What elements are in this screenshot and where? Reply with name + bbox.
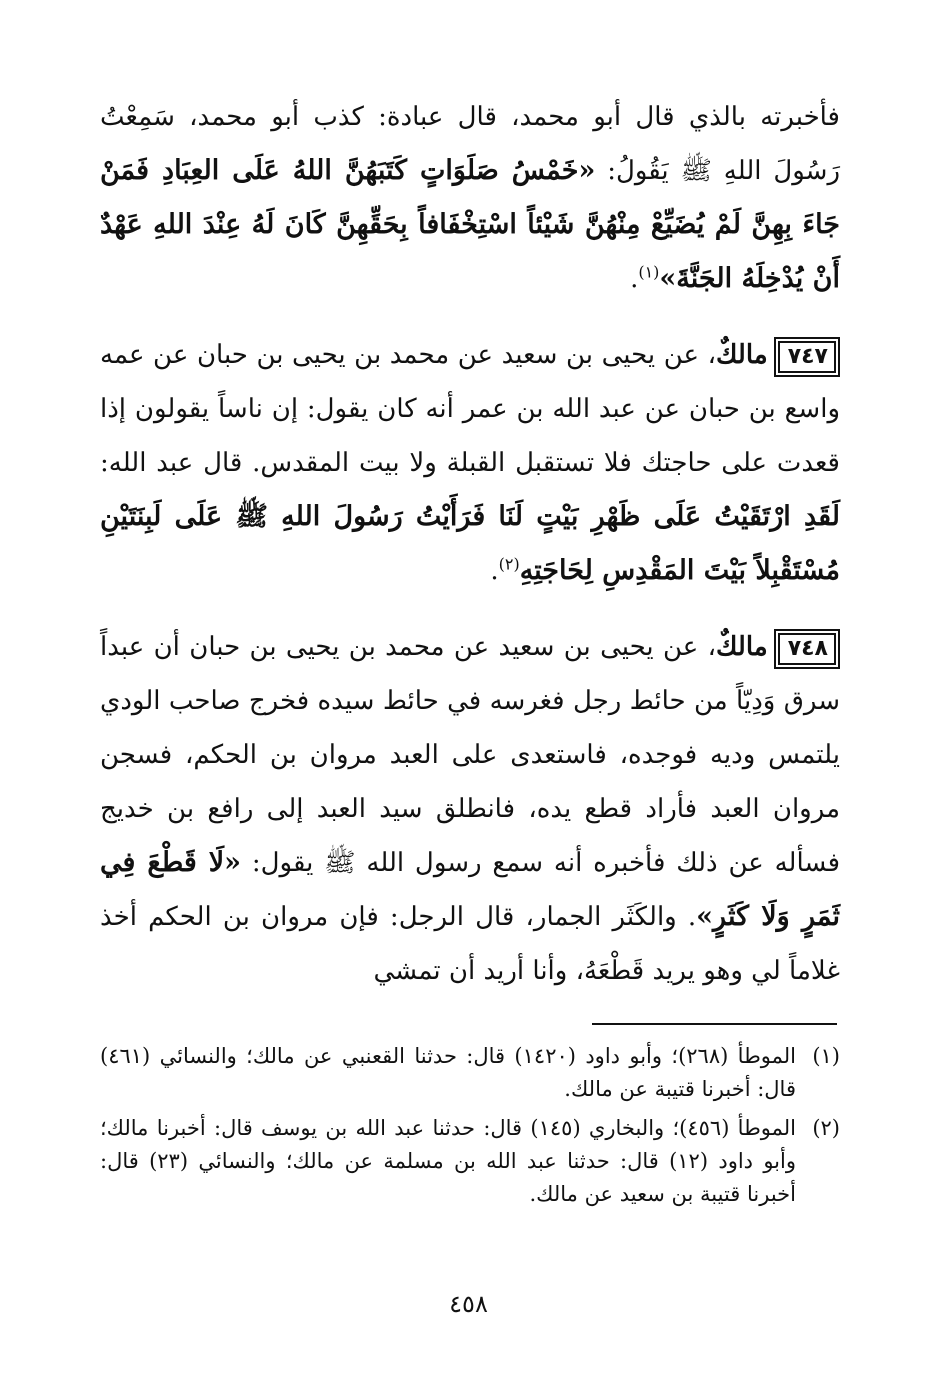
footnote-number: (٢) — [812, 1116, 840, 1140]
passage-intro-text: فأخبرته بالذي قال أبو محمد، قال عبادة: كذب أبو محمد، سَمِعْتُ رَسُولَ اللهِ ﷺ يَقُولُ: — [100, 102, 840, 186]
hadith-number-box — [778, 341, 836, 373]
footnotes — [100, 1040, 840, 1217]
hadith-748 — [100, 620, 840, 998]
footnote-separator — [592, 1023, 837, 1025]
footnote-2 — [100, 1112, 840, 1211]
hadith-quote: لَقَدِ ارْتَقَيْتُ عَلَى ظَهْرِ بَيْتٍ لَنَا فَرَأَيْتُ رَسُولَ اللهِ ﷺ عَلَى لَبِنَتَيْنِ مُسْتَقْبِلاً بَيْتَ المَقْدِسِ لِحَاجَتِهِ — [100, 501, 840, 586]
hadith-number-box — [778, 633, 836, 665]
hadith-quote: «لَا قَطْعَ فِي ثَمَرٍ وَلَا كَثَرٍ» — [100, 847, 840, 932]
hadith-quote: «خَمْسُ صَلَوَاتٍ كَتَبَهُنَّ اللهُ عَلَى العِبَادِ فَمَنْ جَاءَ بِهِنَّ لَمْ يُضَيِّعْ مِنْهُنَّ شَيْئاً اسْتِخْفَافاً بِحَقِّهِنَّ كَانَ لَهُ عِنْدَ اللهِ عَهْدٌ أَنْ يُدْخِلَهُ الجَنَّةَ» — [100, 155, 840, 294]
sentence-end: . — [630, 264, 639, 294]
narrator-name: مالكٌ — [716, 632, 768, 662]
footnote-ref: (٢) — [498, 554, 520, 574]
narrator-name: مالكٌ — [716, 340, 768, 370]
footnote-text: الموطأ (٢٦٨)؛ وأبو داود (١٤٢٠) قال: حدثنا القعنبي عن مالك؛ والنسائي (٤٦١) قال: أخبرنا قتيبة عن مالك. — [100, 1044, 797, 1101]
hadith-text-continued: . والكَثَر الجمار، قال الرجل: فإن مروان بن الحكم أخذ غلاماً لي وهو يريد قَطْعَهُ، وأنا أريد أن تمشي — [100, 902, 840, 986]
passage-intro — [100, 90, 840, 306]
footnote-1 — [100, 1040, 840, 1106]
sentence-end: . — [490, 556, 499, 586]
footnote-text: الموطأ (٤٥٦)؛ والبخاري (١٤٥) قال: حدثنا عبد الله بن يوسف قال: أخبرنا مالك؛ وأبو داود (١٢) قال: حدثنا عبد الله بن مسلمة عن مالك؛ والنسائي (٢٣) قال: أخبرنا قتيبة بن سعيد عن مالك. — [100, 1116, 797, 1206]
hadith-text: ، عن يحيى بن سعيد عن محمد بن يحيى بن حبان عن عمه واسع بن حبان عن عبد الله بن عمر أنه كان يقول: إن ناساً يقولون إذا قعدت على حاجتك فلا تستقبل القبلة ولا بيت المقدس. قال عبد الله: — [100, 340, 840, 478]
hadith-number: ٧٤٨ — [787, 636, 828, 661]
footnote-ref: (١) — [638, 262, 660, 282]
hadith-text: ، عن يحيى بن سعيد عن محمد بن يحيى بن حبان أن عبداً سرق وَدِيّاً من حائط رجل فغرسه في حائط سيده فخرج صاحب الودي يلتمس وديه فوجده، فاستعدى على العبد مروان بن الحكم، فسجن مروان العبد فأراد قطع يده، فانطلق سيد العبد إلى رافع بن خديج فسأله عن ذلك فأخبره أنه سمع رسول الله ﷺ يقول: — [100, 632, 841, 878]
page-number: ٤٥٨ — [449, 1290, 488, 1318]
hadith-747 — [100, 328, 840, 598]
footnote-number: (١) — [812, 1044, 840, 1068]
main-text — [100, 90, 840, 998]
hadith-number: ٧٤٧ — [787, 344, 828, 369]
